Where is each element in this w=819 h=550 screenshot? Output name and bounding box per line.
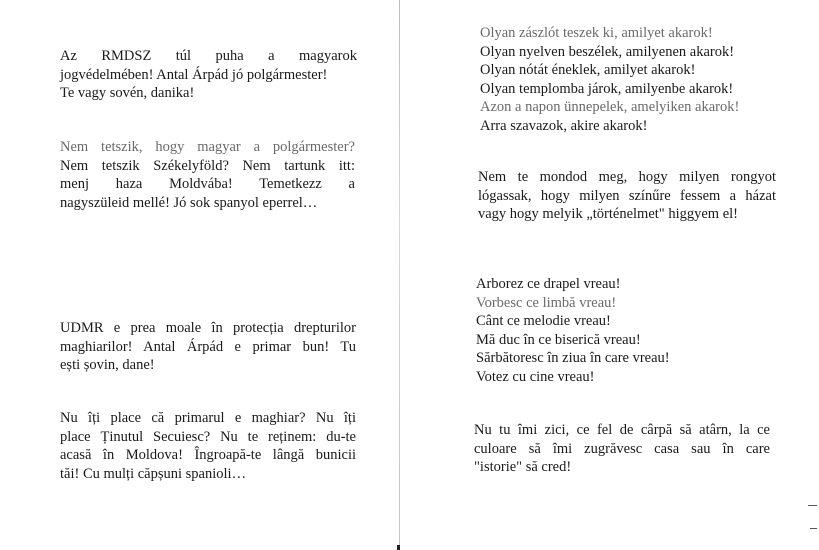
- poem-line: Votez cu cine vreau!: [476, 368, 595, 385]
- text-line: jogvédelmében! Antal Árpád jó polgármester!: [60, 66, 328, 83]
- edge-scan-mark: [808, 505, 817, 506]
- poem-line: Cânt ce melodie vreau!: [476, 313, 611, 329]
- text-line: Nem tetszik, hogy magyar a polgármester?: [60, 139, 355, 155]
- text-line: vagy hogy melyik „történelmet" higgyem el!: [478, 206, 739, 222]
- text-line: Nem te mondod meg, hogy milyen rongyot: [478, 169, 776, 185]
- poem-line: Olyan zászlót teszek ki, amilyet akarok!: [480, 25, 713, 41]
- poem-line: Olyan nótát éneklek, amilyet akarok!: [480, 62, 696, 78]
- text-line: "istorie" să cred!: [474, 459, 572, 475]
- hungarian-paragraph-1: [60, 47, 357, 103]
- poem-line: Olyan nyelven beszélek, amilyenen akarok!: [480, 43, 735, 60]
- text-line: Az RMDSZ túl puha a magyarok: [60, 48, 357, 64]
- poem-line: Olyan templomba járok, amilyenbe akarok!: [480, 80, 734, 97]
- text-line: acasă în Moldova! Îngroapă-te lângă bunicii: [60, 447, 356, 463]
- text-line: menj haza Moldvába! Temetkezz a: [60, 176, 355, 192]
- hungarian-poem: [480, 24, 780, 135]
- text-line: maghiarilor! Antal Árpád e primar bun! Tu: [60, 338, 356, 355]
- poem-line: Vorbesc ce limbă vreau!: [476, 294, 617, 311]
- fold-mark: [397, 545, 400, 550]
- text-line: culoare să îmi zugrăvesc casa sau în care: [474, 440, 770, 457]
- poem-line: Arborez ce drapel vreau!: [476, 276, 621, 292]
- romanian-paragraph-2: [60, 409, 356, 483]
- text-line: place Ținutul Secuiesc? Nu te reținem: du-te: [60, 428, 356, 445]
- poem-line: Arra szavazok, akire akarok!: [480, 117, 648, 134]
- romanian-paragraph-3: [474, 421, 770, 477]
- page-fold-line: [399, 0, 400, 550]
- poem-line: Mă duc în ce biserică vreau!: [476, 331, 641, 348]
- poem-line: Sărbătoresc în ziua în care vreau!: [476, 350, 670, 366]
- text-line: Nem tetszik Székelyföld? Nem tartunk itt:: [60, 157, 355, 174]
- hungarian-paragraph-2: [60, 138, 355, 212]
- romanian-paragraph-1: [60, 319, 356, 375]
- romanian-poem: [476, 275, 776, 386]
- text-line: Te vagy sovén, danika!: [60, 85, 195, 101]
- text-line: ești șovin, dane!: [60, 357, 155, 373]
- text-line: lógassak, hogy milyen színűre fessem a házat: [478, 187, 776, 204]
- edge-scan-mark: [810, 528, 817, 529]
- text-line: tăi! Cu mulți căpșuni spanioli…: [60, 465, 247, 482]
- text-line: Nu tu îmi zici, ce fel de cârpă să atârn, la ce: [474, 422, 770, 438]
- text-line: Nu îți place că primarul e maghiar? Nu îți: [60, 410, 356, 426]
- text-line: nagyszüleid mellé! Jó sok spanyol eperrel…: [60, 194, 318, 211]
- hungarian-paragraph-3: [478, 168, 776, 224]
- text-line: UDMR e prea moale în protecția drepturilor: [60, 320, 356, 336]
- poem-line: Azon a napon ünnepelek, amelyiken akarok!: [480, 99, 740, 115]
